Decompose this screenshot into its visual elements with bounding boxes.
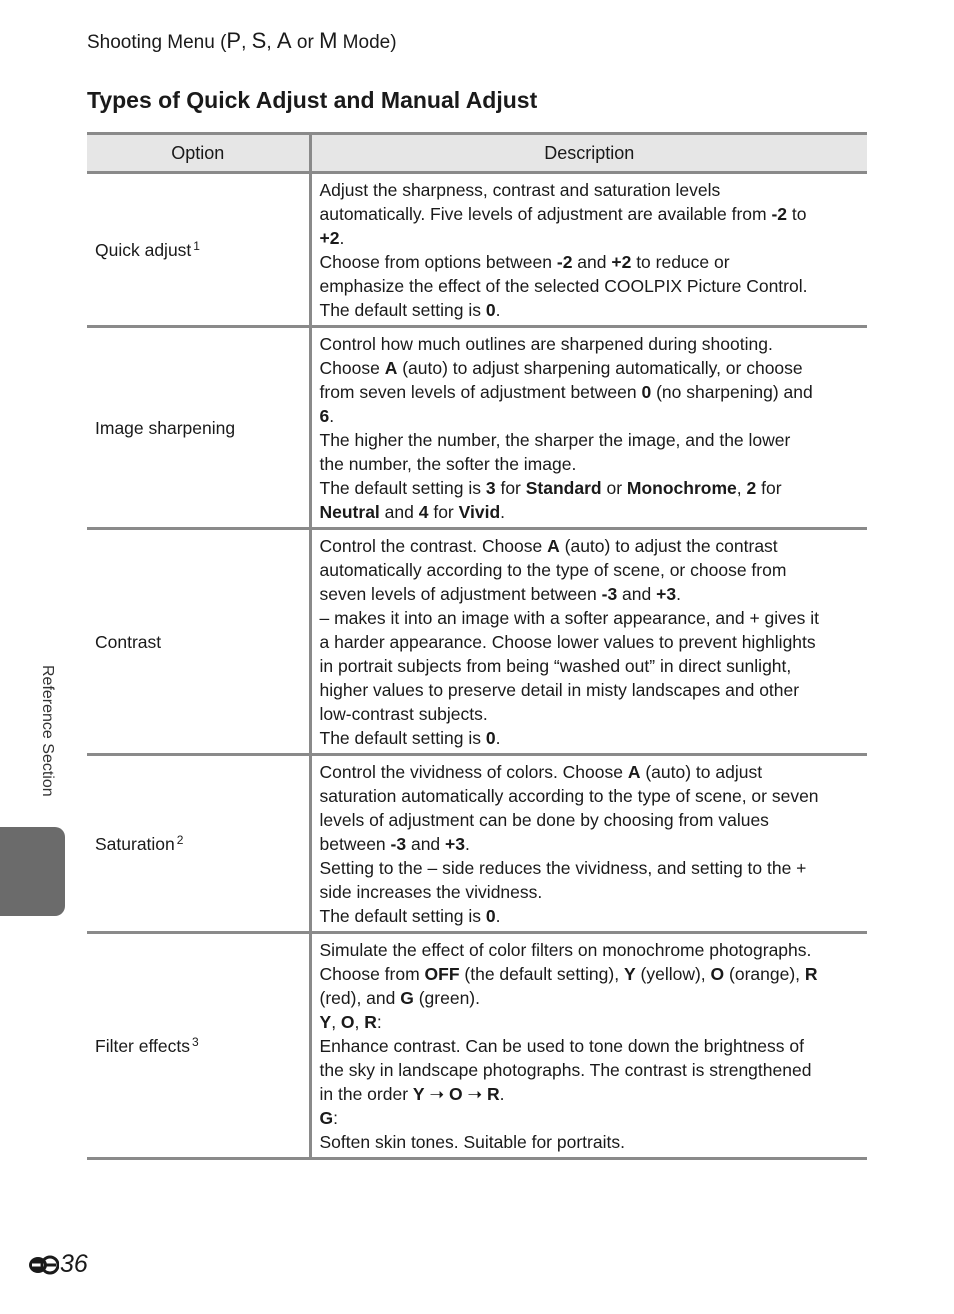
text-segment: seven levels of adjustment between [319,584,602,604]
description-line [320,784,862,808]
text-segment: . [495,906,501,926]
bold-term: A [627,762,641,782]
description-line [320,428,862,452]
text-segment: . [500,502,506,522]
bold-term: -3 [601,584,618,604]
option-name: Contrast [95,631,162,652]
option-name: Quick adjust [95,239,192,260]
bold-term: O [340,1012,355,1032]
text-segment: . [464,834,470,854]
bold-term: 4 [418,502,429,522]
footnote-marker: 3 [192,1034,199,1049]
text-segment: The default setting is [319,728,486,748]
text-segment: for [495,478,526,498]
text-segment: : [376,1012,382,1032]
text-segment: , [354,1012,365,1032]
description-line [320,380,862,404]
option-cell [87,529,310,755]
text-segment: (red), and [319,988,401,1008]
description-line [320,452,862,476]
description-line [320,558,862,582]
text-segment: in portrait subjects from being “washed out” in direct sunlight, [319,656,792,676]
description-line [320,962,862,986]
text-segment: (orange), [724,964,805,984]
text-segment: Soften skin tones. Suitable for portraits. [319,1132,625,1152]
bold-term: 0 [485,906,496,926]
bold-term: OFF [424,964,460,984]
text-segment: automatically. Five levels of adjustment are available from [319,204,772,224]
text-segment: side increases the vividness. [319,882,543,902]
description-cell [310,173,867,327]
text-segment: . [329,406,335,426]
bold-term: 0 [485,300,496,320]
option-name: Filter effects [95,1035,190,1056]
section-tab [0,827,65,916]
text-segment: , [331,1012,341,1032]
text-segment: between [319,834,391,854]
option-cell [87,755,310,933]
text-segment: The default setting is [319,478,486,498]
description-line [320,808,862,832]
text-segment: . [339,228,345,248]
text-segment: Control how much outlines are sharpened during shooting. [319,334,773,354]
text-segment: Enhance contrast. Can be used to tone down the brightness of [319,1036,804,1056]
text-segment: ➝ [462,1084,487,1104]
header-suffix: Mode) [337,32,397,53]
description-line [320,356,862,380]
text-segment: The higher the number, the sharper the image, and the lower [319,430,791,450]
text-segment: to reduce or [631,252,730,272]
description-line [320,274,862,298]
option-name: Saturation [95,833,175,854]
text-segment: (no sharpening) and [651,382,813,402]
text-segment: Adjust the sharpness, contrast and saturation levels [319,180,721,200]
text-segment: and [617,584,657,604]
mode-a-glyph: A [276,28,292,53]
text-segment: – makes it into an image with a softer appearance, and + gives it [319,608,820,628]
running-header [87,28,397,54]
text-segment: and [572,252,612,272]
description-line [320,1106,862,1130]
bold-term: A [547,536,560,556]
header-sep: , [266,32,277,53]
text-segment: ➝ [424,1084,449,1104]
option-cell [87,327,310,529]
text-segment: . [676,584,681,604]
section-title: Types of Quick Adjust and Manual Adjust [87,87,538,113]
description-line [320,726,862,750]
text-segment: The default setting is [319,300,486,320]
description-line [320,332,862,356]
description-line [320,1058,862,1082]
bold-term: +3 [656,584,677,604]
text-segment: Setting to the – side reduces the vividness, and setting to the + [319,858,807,878]
bold-term: Standard [525,478,602,498]
bold-term: 6 [319,406,330,426]
description-line [320,298,862,322]
column-header-option: Option [87,134,310,173]
text-segment: or [601,478,627,498]
text-segment: Control the contrast. Choose [319,536,548,556]
header-prefix: Shooting Menu ( [87,32,227,53]
bold-term: -2 [771,204,788,224]
footnote-marker: 1 [193,238,200,253]
text-segment: a harder appearance. Choose lower values to prevent highlights [319,632,816,652]
description-line [320,938,862,962]
description-line [320,606,862,630]
bold-term: -3 [390,834,407,854]
description-line [320,986,862,1010]
description-line [320,582,862,606]
description-cell [310,933,867,1159]
text-segment: Choose [319,358,385,378]
description-line [320,178,862,202]
bold-term: O [710,964,725,984]
table-row [87,327,867,529]
description-line [320,702,862,726]
option-name: Image sharpening [95,417,236,438]
text-segment: Choose from options between [319,252,557,272]
table-row [87,173,867,327]
text-segment: and [379,502,419,522]
text-segment: and [406,834,446,854]
mode-s-glyph: S [251,28,267,53]
options-table [87,132,867,1160]
description-line [320,904,862,928]
description-line [320,202,862,226]
page-number: 36 [60,1250,88,1278]
bold-term: R [364,1012,377,1032]
text-segment: for [756,478,782,498]
bold-term: 2 [746,478,757,498]
description-cell [310,755,867,933]
text-segment: emphasize the effect of the selected COOLPIX Picture Control. [319,276,808,296]
description-line [320,404,862,428]
description-line [320,534,862,558]
bold-term: R [486,1084,500,1104]
bold-term: 0 [641,382,652,402]
description-line [320,250,862,274]
text-segment: Simulate the effect of color filters on monochrome photographs. [319,940,812,960]
bold-term: 3 [485,478,496,498]
text-segment: . [495,300,501,320]
table-body [87,173,867,1159]
description-line [320,856,862,880]
table-row [87,755,867,933]
description-line [320,678,862,702]
bold-term: +2 [319,228,340,248]
description-line [320,1130,862,1154]
description-line [320,832,862,856]
table-row [87,529,867,755]
bold-term: Y [623,964,636,984]
text-segment: Control the vividness of colors. Choose [319,762,628,782]
bold-term: Vivid [458,502,501,522]
text-segment: (auto) to adjust [640,762,763,782]
footnote-marker: 2 [176,832,184,847]
text-segment: in the order [319,1084,413,1104]
text-segment: (auto) to adjust sharpening automatically, or choose [397,358,803,378]
description-line [320,654,862,678]
mode-m-glyph: M [319,28,338,53]
text-segment: automatically according to the type of scene, or choose from [319,560,787,580]
bold-term: -2 [556,252,573,272]
text-segment: (auto) to adjust the contrast [559,536,778,556]
bold-term: A [384,358,398,378]
bold-term: +2 [611,252,632,272]
bold-term: G [319,1108,334,1128]
header-sep: or [291,32,320,53]
description-line [320,500,862,524]
description-line [320,630,862,654]
bold-term: R [804,964,818,984]
description-line [320,1010,862,1034]
mode-p-glyph: P [226,28,242,53]
description-cell [310,327,867,529]
text-segment: saturation automatically according to the type of scene, or seven [319,786,819,806]
text-segment: : [333,1108,338,1128]
description-line [320,1034,862,1058]
page-footer [27,1250,88,1279]
bold-term: Y [319,1012,332,1032]
side-section-text: Reference Section [39,665,56,797]
text-segment: the sky in landscape photographs. The contrast is strengthened [319,1060,812,1080]
text-segment: (the default setting), [459,964,624,984]
text-segment: . [495,728,501,748]
text-segment: for [428,502,459,522]
description-line [320,226,862,250]
text-segment: low-contrast subjects. [319,704,488,724]
column-header-description: Description [310,134,867,173]
text-segment: (green). [413,988,480,1008]
table-row [87,933,867,1159]
description-line [320,880,862,904]
description-line [320,1082,862,1106]
description-cell [310,529,867,755]
bold-term: G [400,988,414,1008]
text-segment: from seven levels of adjustment between [319,382,642,402]
bold-term: O [448,1084,463,1104]
option-cell [87,173,310,327]
bold-term: Y [412,1084,425,1104]
text-segment: to [787,204,807,224]
table-header-row [87,134,867,173]
text-segment: Choose from [319,964,425,984]
text-segment: The default setting is [319,906,486,926]
text-segment: . [499,1084,505,1104]
text-segment: , [736,478,747,498]
reference-section-icon [27,1254,59,1276]
bold-term: Neutral [319,502,380,522]
bold-term: 0 [485,728,496,748]
text-segment: levels of adjustment can be done by choosing from values [319,810,769,830]
text-segment: higher values to preserve detail in misty landscapes and other [319,680,800,700]
option-cell [87,933,310,1159]
side-section-label [28,665,58,815]
bold-term: +3 [445,834,465,854]
bold-term: Monochrome [626,478,737,498]
text-segment: the number, the softer the image. [319,454,577,474]
description-line [320,760,862,784]
text-segment: (yellow), [635,964,711,984]
description-line [320,476,862,500]
header-sep: , [241,32,252,53]
